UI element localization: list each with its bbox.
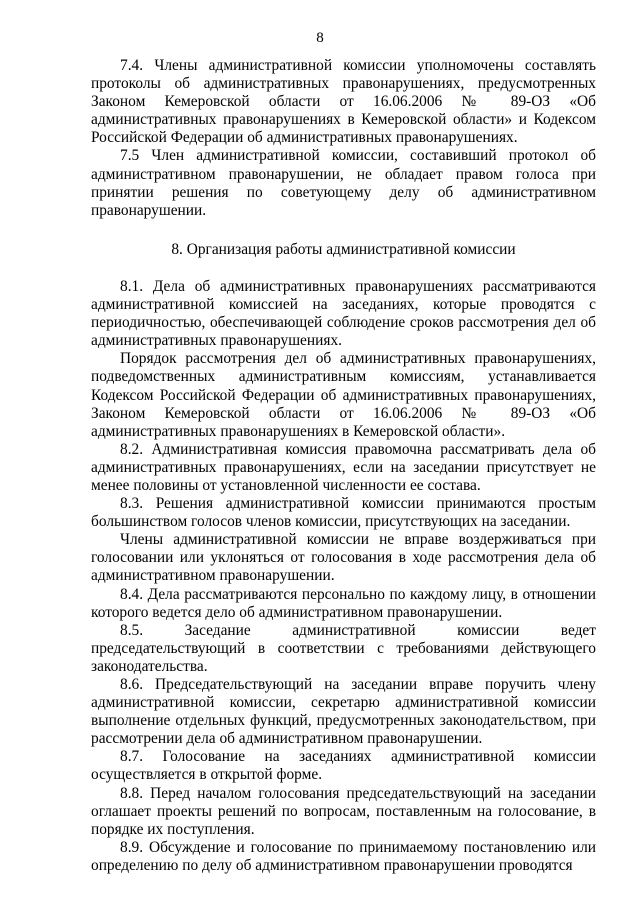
paragraph-8-8: 8.8. Перед началом голосования председательствующий на заседании оглашает проекты решений по вопросам, поставленным на голосование, в порядке их поступления. bbox=[91, 784, 596, 838]
paragraph-8-7: 8.7. Голосование на заседаниях административной комиссии осуществляется в открытой форме. bbox=[91, 748, 596, 784]
paragraph-8-1: 8.1. Дела об административных правонарушениях рассматриваются административной комиссией на заседаниях, которые проводятся с периодичностью, обеспечивающей соблюдение сроков рассмотрения дел об административных правонарушениях. bbox=[91, 277, 596, 350]
paragraph-8-9: 8.9. Обсуждение и голосование по принимаемому постановлению или определению по делу об административном правонарушении проводятся bbox=[91, 838, 596, 874]
paragraph-8-4: 8.4. Дела рассматриваются персонально по каждому лицу, в отношении которого ведется дело об административном правонарушении. bbox=[91, 585, 596, 621]
document-body bbox=[91, 57, 596, 875]
page-number: 8 bbox=[316, 30, 324, 46]
paragraph-7-5: 7.5 Член административной комиссии, составивший протокол об административном правонарушении, не обладает правом голоса при принятии решения по советующему делу об административном правонарушении. bbox=[91, 147, 596, 219]
paragraph-8-2: 8.2. Административная комиссия правомочна рассматривать дела об административных правонарушениях, если на заседании присутствует не менее половины от установленной численности ее состава. bbox=[91, 440, 596, 494]
paragraph-procedure: Порядок рассмотрения дел об административных правонарушениях, подведомственных административным комиссиям, устанавливается Кодексом Российской Федерации об административных правонарушениях, Законом Кемеровской области от 16.06.2006 № 89-ОЗ «Об административных правонарушениях в Кемеровской области». bbox=[91, 350, 596, 440]
paragraph-8-3: 8.3. Решения административной комиссии принимаются простым большинством голосов членов комиссии, присутствующих на заседании. bbox=[91, 495, 596, 531]
section-heading: 8. Организация работы административной комиссии bbox=[171, 240, 516, 258]
paragraph-8-6: 8.6. Председательствующий на заседании вправе поручить члену административной комиссии, секретарю административной комиссии выполнение отдельных функций, предусмотренных законодательством, при рассмотрении дела об административном правонарушении. bbox=[91, 676, 596, 748]
paragraph-members-voting: Члены административной комиссии не вправе воздерживаться при голосовании или уклоняться от голосования в ходе рассмотрения дела об административном правонарушении. bbox=[91, 531, 596, 585]
paragraph-8-5: 8.5. Заседание административной комиссии ведет председательствующий в соответствии с требованиями действующего законодательства. bbox=[91, 621, 596, 675]
paragraph-7-4: 7.4. Члены административной комиссии уполномочены составлять протоколы об административных правонарушениях, предусмотренных Законом Кемеровской области от 16.06.2006 № 89-ОЗ «Об административных правонарушениях в Кемеровской области» и Кодексом Российской Федерации об административных правонарушениях. bbox=[91, 57, 596, 147]
